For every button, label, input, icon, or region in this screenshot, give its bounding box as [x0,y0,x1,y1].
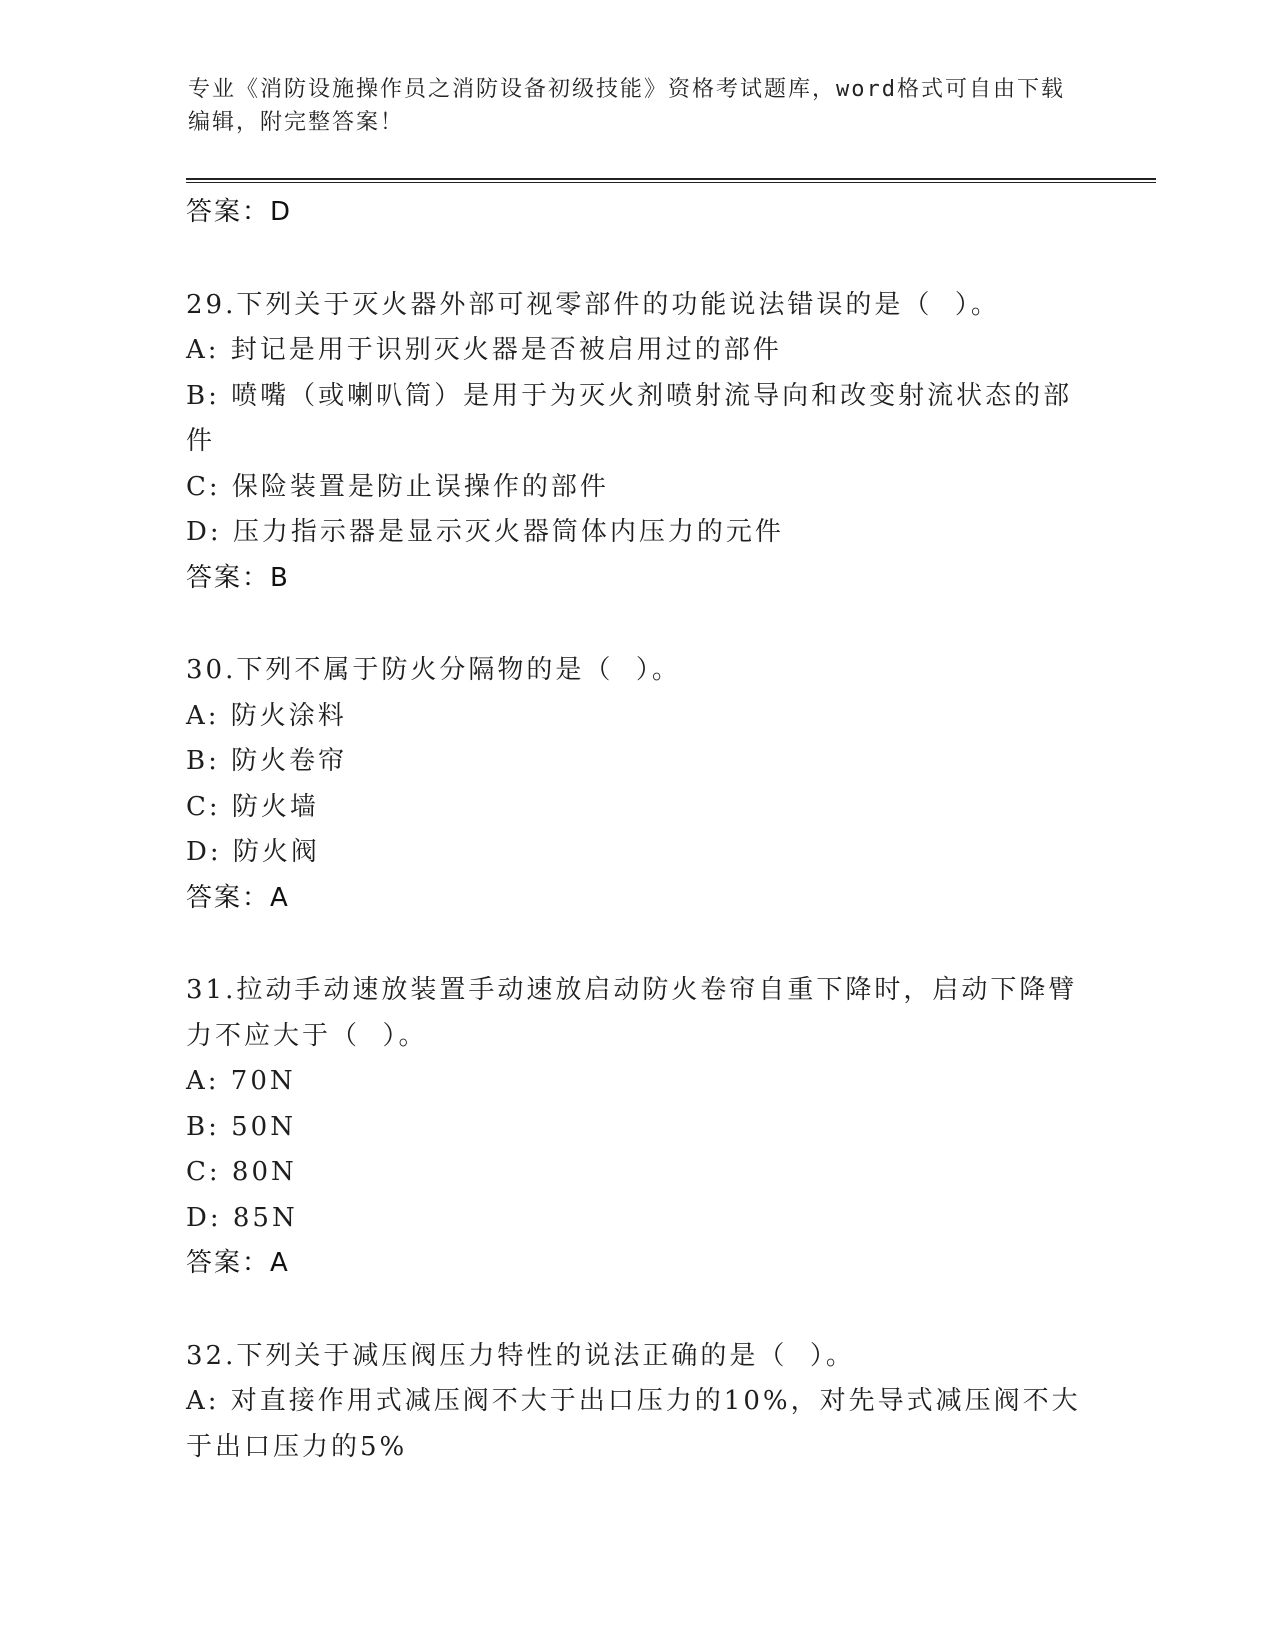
option-line: B: 50N [186,1111,296,1142]
option-line: 于出口压力的5% [186,1431,408,1462]
spacer [186,236,1086,283]
answer-label: 答案： [186,882,271,913]
option-line: 件 [186,426,216,456]
answer-label: 答案： [186,562,271,593]
answer-value: A [270,1248,290,1278]
option-line: D: 压力指示器是显示灭火器筒体内压力的元件 [186,517,784,547]
option-line: C: 保险装置是防止误操作的部件 [186,471,609,502]
option-line: B: 喷嘴（或喇叭筒）是用于为灭火剂喷射流导向和改变射流状态的部 [186,380,1073,411]
option-line: A: 防火涂料 [186,700,347,731]
answer-line [186,1241,1086,1287]
option-line: C: 防火墙 [186,791,319,822]
answer-value: D [270,197,293,227]
option-line: A: 70N [186,1066,296,1096]
spacer [186,921,1086,968]
answer-label: 答案： [186,197,271,227]
option-line: B: 防火卷帘 [186,746,348,776]
question-block [186,968,1086,1287]
option-line: A: 封记是用于识别灭火器是否被启用过的部件 [186,335,782,365]
option-line: A: 对直接作用式减压阀不大于出口压力的10%，对先导式减压阀不大 [186,1386,1081,1416]
answer-label: 答案： [186,1248,271,1278]
question-block [186,283,1086,602]
question-stem: 29.下列关于灭火器外部可视零部件的功能说法错误的是（ ）。 [186,289,1000,320]
answer-line [186,190,1086,236]
page-header: 专业《消防设施操作员之消防设备初级技能》资格考试题库，word格式可自由下载编辑，附完整答案！ [188,77,1065,135]
answer-line [186,876,1086,922]
question-stem: 32.下列关于减压阀压力特性的说法正确的是（ ）。 [186,1340,855,1371]
question-block [186,648,1086,921]
question-list [186,190,1086,1470]
option-line: D: 防火阀 [186,837,320,867]
option-line: D: 85N [186,1202,298,1233]
question-stem: 力不应大于（ ）。 [186,1020,428,1051]
header-rule-thin [186,182,1156,183]
answer-line [186,556,1086,602]
answer-value: B [270,562,290,593]
spacer [186,601,1086,648]
spacer [186,1287,1086,1334]
question-block [186,1334,1086,1471]
question-stem: 30.下列不属于防火分隔物的是（ ）。 [186,655,681,685]
question-stem: 31.拉动手动速放装置手动速放启动防火卷帘自重下降时，启动下降臂 [186,975,1078,1005]
answer-value: A [270,882,290,913]
header-rule [186,178,1156,180]
option-line: C: 80N [186,1157,297,1187]
